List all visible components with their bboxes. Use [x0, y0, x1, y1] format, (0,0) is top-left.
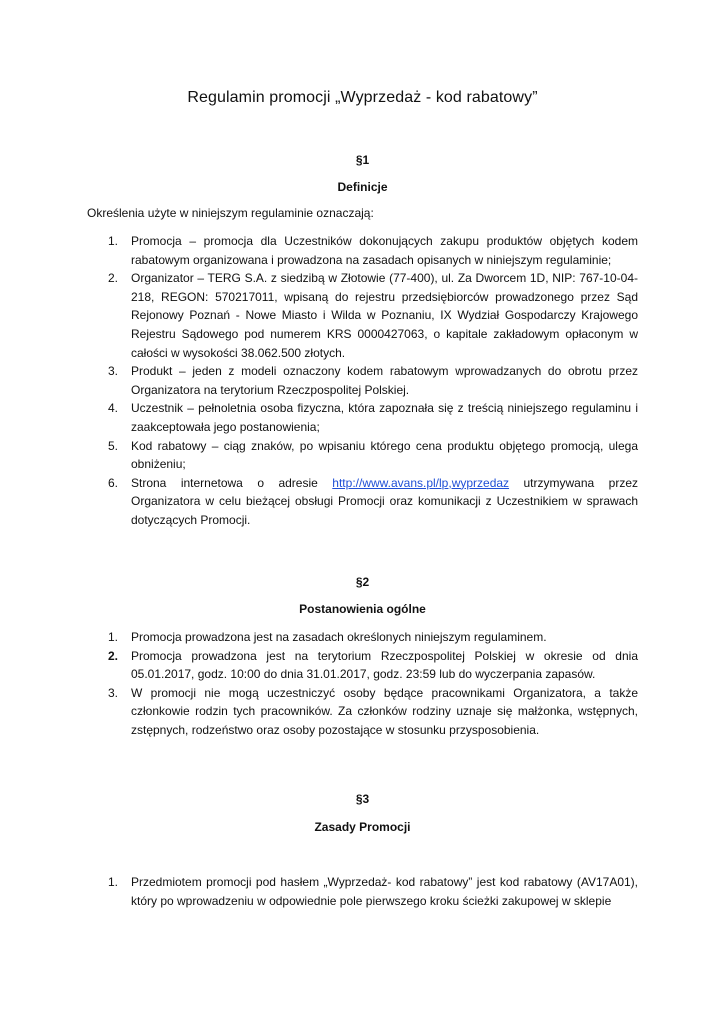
- list-item-number: 1.: [108, 630, 119, 644]
- section-3-list: [0, 873, 725, 910]
- section-3-number: §3: [355, 792, 370, 806]
- list-item-number: 3.: [108, 364, 119, 379]
- list-item-text-before: Strona internetowa o adresie: [131, 475, 333, 490]
- list-item-number: 3.: [108, 685, 119, 700]
- list-item: [0, 437, 638, 474]
- website-link[interactable]: http://www.avans.pl/lp,wyprzedaz: [332, 475, 510, 490]
- section-1-list: [0, 232, 725, 530]
- section-1-number: §1: [355, 153, 370, 167]
- list-item: [0, 647, 638, 684]
- list-item-text: Organizator – TERG S.A. z siedzibą w Złotowie (77-400), ul. Za Dworcem 1D, NIP: 767-10-04-218, REGON: 570217011, wpisaną do rejestru przedsiębiorców prowadzonego przez Sąd Rejonowy Poznań - Nowe Miasto i Wilda w Poznaniu, IX Wydział Gospodarczy Krajowego Rejestru Sądowego pod numerem KRS 0000427063, o kapitale zakładowym opłaconym w całości w wysokości 38.062.500 złotych.: [131, 271, 638, 360]
- list-item-number: 2.: [108, 648, 119, 663]
- list-item: [0, 399, 638, 436]
- list-item: [0, 362, 638, 399]
- list-item-text: Promocja prowadzona jest na terytorium Rzeczpospolitej Polskiej w okresie od dnia 05.01.2017, godz. 10:00 do dnia 31.01.2017, godz. 23:59 lub do wyczerpania zapasów.: [131, 648, 638, 682]
- list-item-text: Promocja prowadzona jest na zasadach określonych niniejszym regulaminem.: [131, 630, 547, 644]
- section-2-number: §2: [355, 575, 370, 589]
- list-item-text: W promocji nie mogą uczestniczyć osoby będące pracownikami Organizatora, a także członkowie rodzin tych pracowników. Za członków rodziny uznaje się małżonka, wstępnych, zstępnych, rodzeństwo oraz osoby pozostające w stosunku przysposobienia.: [131, 685, 638, 737]
- document-title: Regulamin promocji „Wyprzedaż - kod rabatowy”: [187, 89, 538, 106]
- list-item-number: 6.: [108, 475, 119, 490]
- list-item-text: Produkt – jeden z modeli oznaczony kodem rabatowym wprowadzanych do obrotu przez Organizatora na terytorium Rzeczpospolitej Polskiej.: [131, 364, 638, 397]
- list-item-number: 1.: [108, 234, 119, 248]
- section-2-heading: Postanowienia ogólne: [299, 602, 426, 616]
- section-1-intro: Określenia użyte w niniejszym regulaminie oznaczają:: [87, 206, 374, 220]
- list-item-text: Promocja – promocja dla Uczestników dokonujących zakupu produktów objętych kodem rabatowym organizowana i prowadzona na zasadach opisanych w niniejszym regulaminie;: [131, 234, 638, 267]
- list-item-number: 4.: [108, 401, 119, 416]
- list-item: [0, 684, 638, 740]
- list-item-number: 5.: [108, 438, 119, 453]
- list-item-text: Uczestnik – pełnoletnia osoba fizyczna, która zapoznała się z treścią niniejszego regulaminu i zaakceptowała jego postanowienia;: [131, 401, 638, 434]
- list-item-number: 1.: [108, 875, 119, 889]
- list-item-text: Kod rabatowy – ciąg znaków, po wpisaniu którego cena produktu objętego promocją, ulega obniżeniu;: [131, 438, 638, 472]
- section-2-list: [0, 628, 725, 740]
- list-item: [0, 269, 638, 362]
- list-item: [0, 628, 638, 647]
- list-item: [0, 474, 638, 530]
- list-item: [0, 873, 638, 910]
- section-3-heading: Zasady Promocji: [314, 820, 411, 834]
- section-1-heading: Definicje: [337, 180, 388, 194]
- list-item-text: Przedmiotem promocji pod hasłem „Wyprzedaż- kod rabatowy” jest kod rabatowy (AV17A01), który po wprowadzeniu w odpowiednie pole pierwszego kroku ścieżki zakupowej w sklepie: [131, 875, 638, 908]
- list-item: [0, 232, 638, 269]
- list-item-number: 2.: [108, 271, 119, 286]
- list-item-text-after: utrzymywana przez Organizatora w celu bieżącej obsługi Promocji oraz komunikacji z Uczestnikiem w sprawach dotyczących Promocji.: [131, 475, 639, 527]
